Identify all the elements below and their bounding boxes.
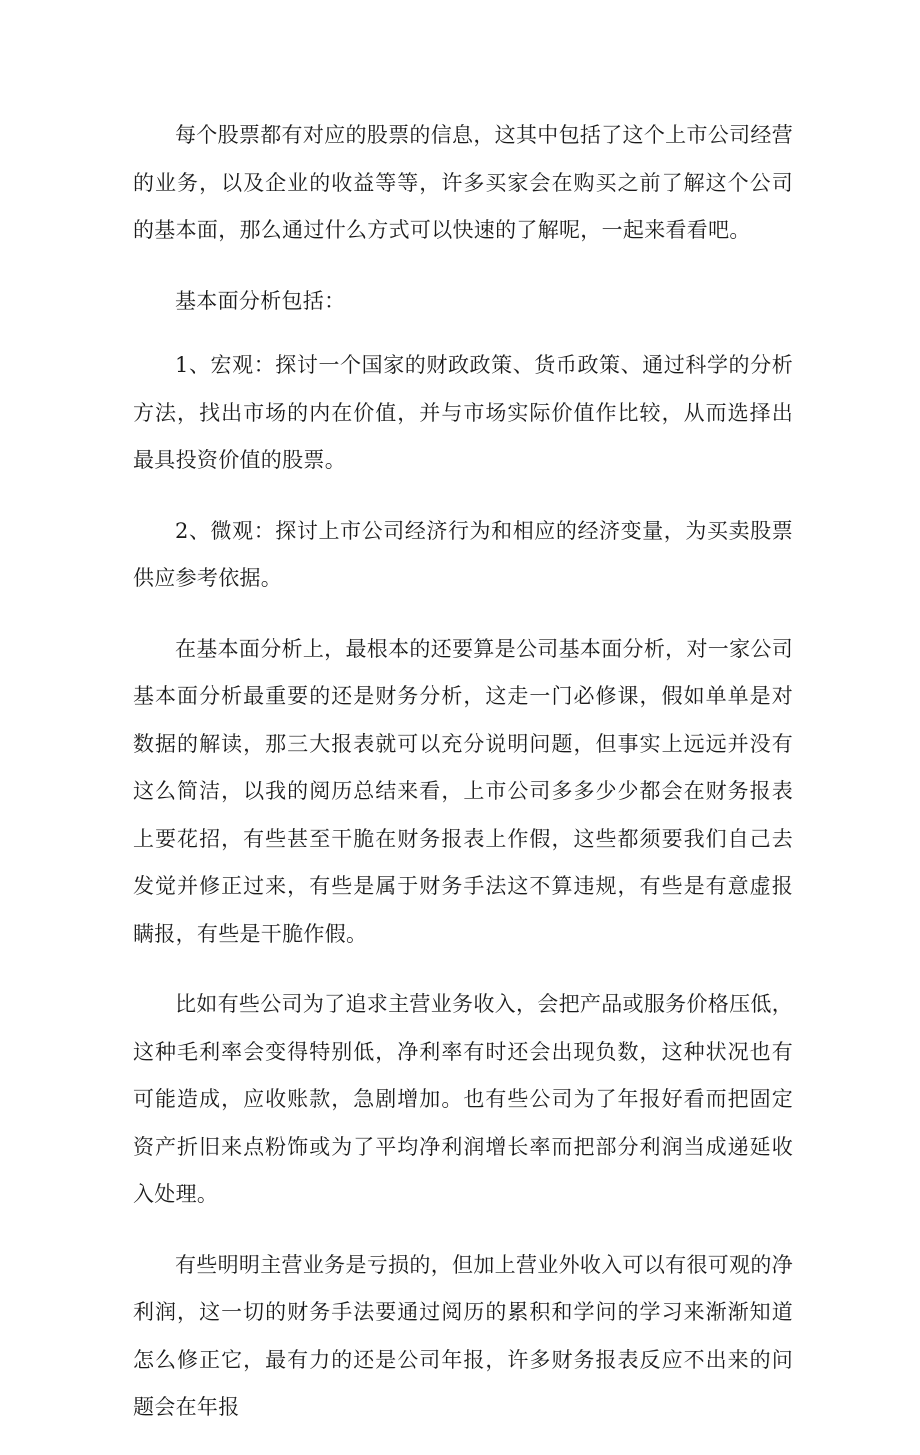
paragraph-examples: 比如有些公司为了追求主营业务收入，会把产品或服务价格压低，这种毛利率会变得特别低，净利率有时还会出现负数，这种状况也有可能造成，应收账款，急剧增加。也有些公司为了年报好看而把固定资产折旧来点粉饰或为了平均净利润增长率而把部分利润当成递延收入处理。 xyxy=(133,992,793,1206)
paragraph-macro: 1、宏观：探讨一个国家的财政政策、货币政策、通过科学的分析方法，找出市场的内在价值，并与市场实际价值作比较，从而选择出最具投资价值的股票。 xyxy=(133,353,793,472)
paragraph-micro: 2、微观：探讨上市公司经济行为和相应的经济变量，为买卖股票供应参考依据。 xyxy=(133,518,793,590)
paragraph-heading-fundamentals: 基本面分析包括： xyxy=(175,288,346,313)
document-body xyxy=(133,112,793,1455)
paragraph-financial-analysis: 在基本面分析上，最根本的还要算是公司基本面分析，对一家公司基本面分析最重要的还是财务分析，这走一门必修课，假如单单是对数据的解读，那三大报表就可以充分说明问题，但事实上远远并没有这么简洁，以我的阅历总结来看，上市公司多多少少都会在财务报表上要花招，有些甚至干脆在财务报表上作假，这些都须要我们自己去发觉并修正过来，有些是属于财务手法这不算违规，有些是有意虚报瞒报，有些是干脆作假。 xyxy=(133,636,793,946)
paragraph-intro: 每个股票都有对应的股票的信息，这其中包括了这个上市公司经营的业务，以及企业的收益等等，许多买家会在购买之前了解这个公司的基本面，那么通过什么方式可以快速的了解呢，一起来看看吧。 xyxy=(133,123,793,242)
paragraph-annual-report: 有些明明主营业务是亏损的，但加上营业外收入可以有很可观的净利润，这一切的财务手法要通过阅历的累积和学问的学习来渐渐知道怎么修正它，最有力的还是公司年报，许多财务报表反应不出来的问题会在年报 xyxy=(133,1252,793,1419)
